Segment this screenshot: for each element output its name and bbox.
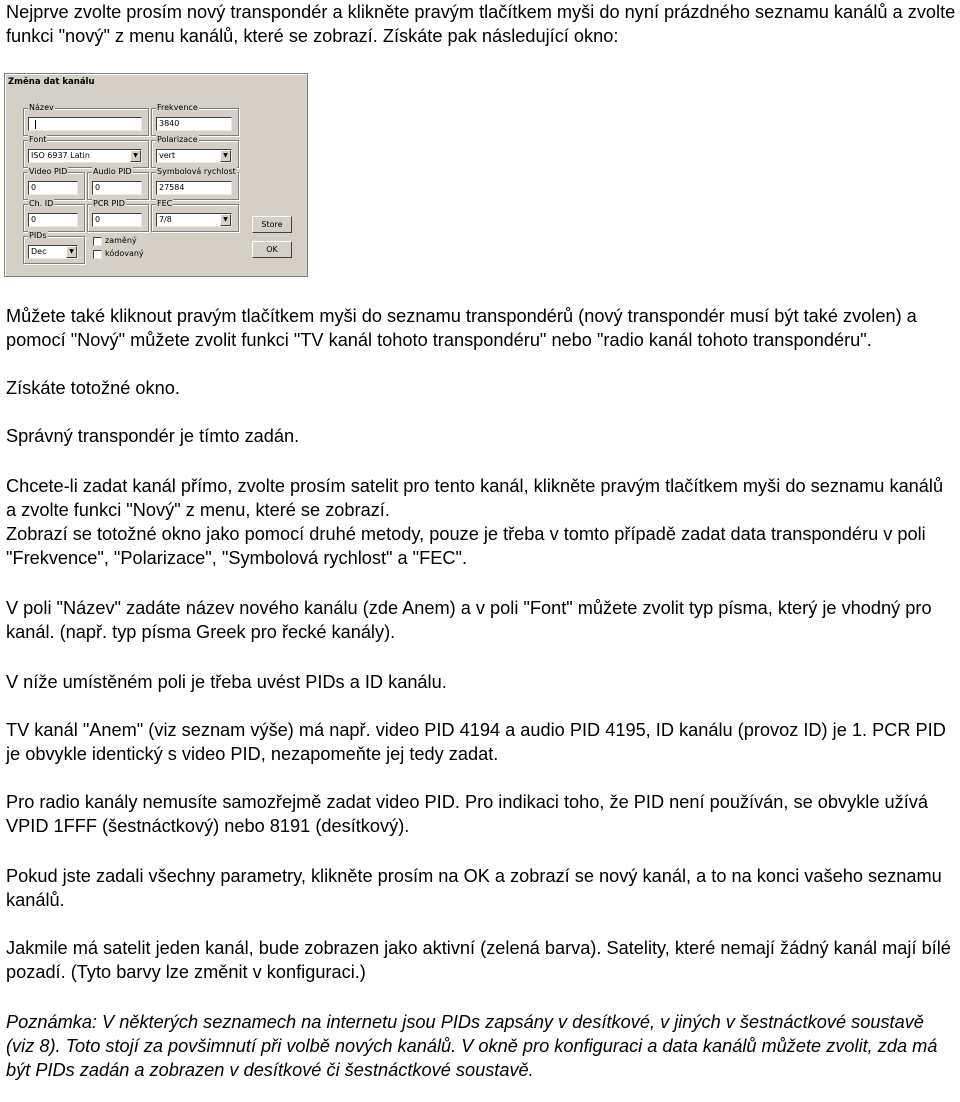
fec-label: FEC	[157, 199, 173, 208]
paragraph-pids: V níže umístěném poli je třeba uvést PIDs a ID kanálu.	[6, 672, 447, 692]
video-pid-group	[23, 167, 85, 200]
chevron-down-icon[interactable]: ▼	[220, 214, 231, 226]
polarizace-select[interactable]: vert ▼	[156, 149, 232, 163]
video-pid-input[interactable]: 0	[28, 181, 78, 195]
paragraph-transponder-set: Správný transpondér je tímto zadán.	[6, 426, 300, 446]
chevron-down-icon[interactable]: ▼	[130, 150, 141, 162]
paragraph-click-ok: Pokud jste zadali všechny parametry, klikněte prosím na OK a zobrazí se nový kanál, a to na konci vašeho seznamu kanálů.	[6, 866, 942, 910]
frekvence-group	[151, 103, 239, 136]
paragraph-right-click-transponder: Můžete také kliknout pravým tlačítkem myši do seznamu transpondérů (nový transpondér musí být také zvolen) a pomocí "Nový" můžete zvolit funkci "TV kanál tohoto transpondéru" nebo "radio kanál tohoto transpondéru".	[6, 306, 917, 350]
nazev-input[interactable]	[28, 117, 142, 131]
paragraph-active-satellite: Jakmile má satelit jeden kanál, bude zobrazen jako aktivní (zelená barva). Satelity, které nemají žádný kanál mají bílé pozadí. (Tyto barvy lze změnit v konfiguraci.)	[6, 938, 951, 982]
frekvence-label: Frekvence	[157, 103, 198, 112]
intro-paragraph: Nejprve zvolte prosím nový transpondér a klikněte pravým tlačítkem myši do nyní prázdného seznamu kanálů a zvolte funkci "nový" z menu kanálů, které se zobrazí. Získáte pak následující okno:	[6, 2, 956, 46]
audio-pid-label: Audio PID	[93, 167, 132, 176]
channel-edit-dialog	[4, 73, 308, 277]
fec-select[interactable]: 7/8 ▼	[156, 213, 232, 227]
audio-pid-group	[87, 167, 149, 200]
audio-pid-input[interactable]: 0	[92, 181, 142, 195]
video-pid-label: Video PID	[29, 167, 68, 176]
paragraph-tv-example: TV kanál "Anem" (viz seznam výše) má např. video PID 4194 a audio PID 4195, ID kanálu (provoz ID) je 1. PCR PID je obvykle identický s video PID, nezapomeňte jej tedy zadat.	[6, 720, 946, 764]
store-button[interactable]: Store	[252, 216, 292, 233]
ch-id-group	[23, 199, 85, 232]
paragraph-radio-channels: Pro radio kanály nemusíte samozřejmě zadat video PID. Pro indikaci toho, že PID není používán, se obvykle užívá VPID 1FFF (šestnáctkový) nebo 8191 (desítkový).	[6, 792, 928, 836]
chevron-down-icon[interactable]: ▼	[66, 246, 77, 258]
zameny-checkbox[interactable]	[93, 237, 102, 246]
pcr-pid-input[interactable]: 0	[92, 213, 142, 227]
kodovany-checkbox[interactable]	[93, 250, 102, 259]
dialog-title: Změna dat kanálu	[8, 77, 95, 87]
polarizace-label: Polarizace	[157, 135, 198, 144]
pcr-pid-label: PCR PID	[93, 199, 125, 208]
symbol-rate-label: Symbolová rychlost	[157, 167, 236, 176]
symbol-rate-input[interactable]: 27584	[156, 181, 232, 195]
paragraph-name-font: V poli "Název" zadáte název nového kanálu (zde Anem) a v poli "Font" můžete zvolit typ písma, který je vhodný pro kanál. (např. typ písma Greek pro řecké kanály).	[6, 598, 932, 642]
polarizace-group	[151, 135, 239, 168]
text-caret	[35, 120, 36, 129]
fec-group	[151, 199, 239, 232]
symbol-rate-group	[151, 167, 239, 200]
nazev-label: Název	[29, 103, 54, 112]
pids-select[interactable]: Dec ▼	[28, 245, 78, 259]
font-label: Font	[29, 135, 47, 144]
font-select[interactable]: ISO 6937 Latin ▼	[28, 149, 142, 163]
note-paragraph: Poznámka: V některých seznamech na internetu jsou PIDs zapsány v desítkové, v jiných v šestnáctkové soustavě (viz 8). Toto stojí za povšimnutí při volbě nových kanálů. V okně pro konfiguraci a data kanálů můžete zvolit, zda má být PIDs zadán a zobrazen v desítkové či šestnáctkové soustavě.	[6, 1012, 938, 1080]
frekvence-input[interactable]: 3840	[156, 117, 232, 131]
zameny-label: zaměný	[105, 236, 137, 245]
paragraph-direct-channel: Chcete-li zadat kanál přímo, zvolte prosím satelit pro tento kanál, klikněte pravým tlačítkem myši do seznamu kanálů a zvolte funkci "Nový" z menu, které se zobrazí.	[6, 476, 944, 520]
kodovany-label: kódovaný	[105, 249, 144, 258]
ok-button[interactable]: OK	[252, 241, 292, 258]
pcr-pid-group	[87, 199, 149, 232]
pids-group	[23, 231, 85, 264]
ch-id-label: Ch. ID	[29, 199, 54, 208]
font-group	[23, 135, 149, 168]
nazev-group	[23, 103, 149, 136]
paragraph-same-window: Získáte totožné okno.	[6, 378, 180, 398]
pids-label: PIDs	[29, 231, 47, 240]
chevron-down-icon[interactable]: ▼	[220, 150, 231, 162]
paragraph-transponder-data: Zobrazí se totožné okno jako pomocí druhé metody, pouze je třeba v tomto případě zadat data transpondéru v poli "Frekvence", "Polarizace", "Symbolová rychlost" a "FEC".	[6, 524, 926, 568]
ch-id-input[interactable]: 0	[28, 213, 78, 227]
